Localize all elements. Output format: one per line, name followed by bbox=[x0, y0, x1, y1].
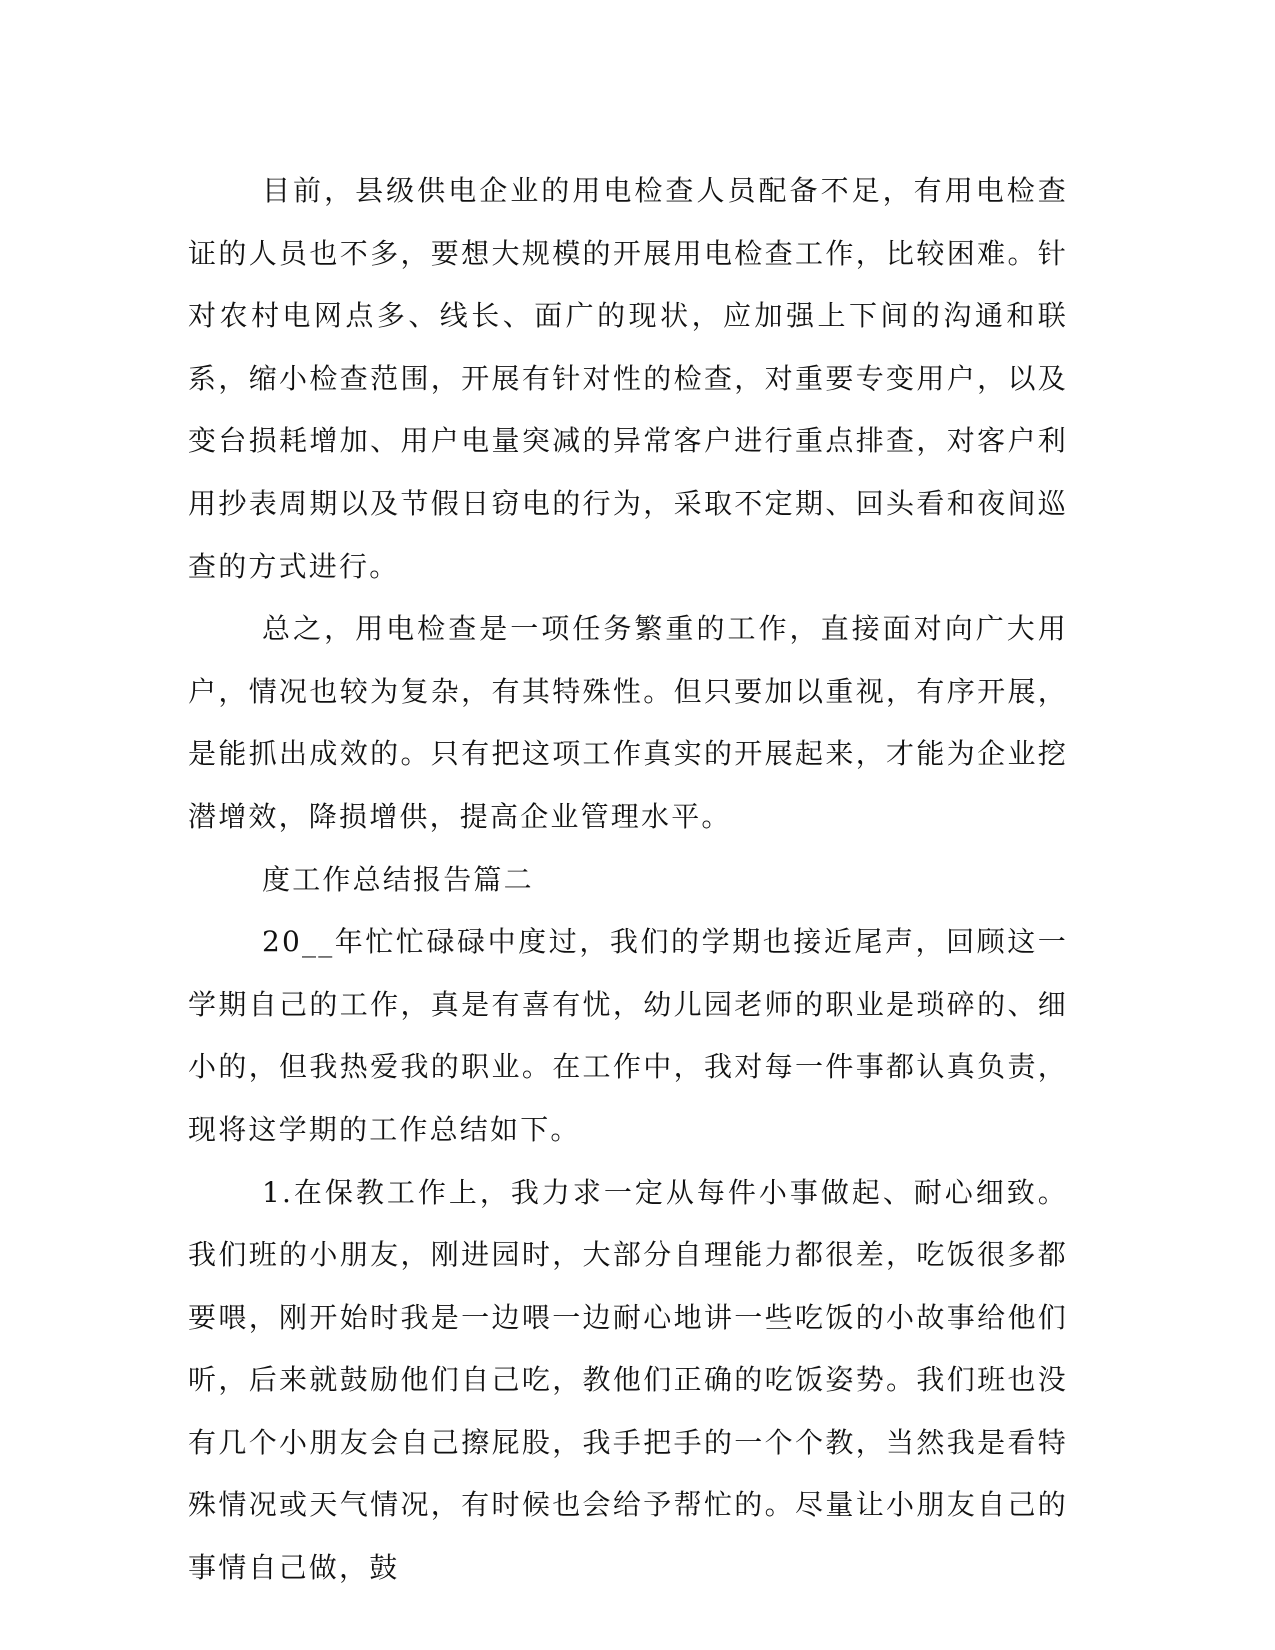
paragraph-care-and-education: 1.在保教工作上，我力求一定从每件小事做起、耐心细致。我们班的小朋友，刚进园时，大部分自理能力都很差，吃饭很多都要喂，刚开始时我是一边喂一边耐心地讲一些吃饭的小故事给他们听，后来就鼓励他们自己吃，教他们正确的吃饭姿势。我们班也没有几个小朋友会自己擦屁股，我手把手的一个个教，当然我是看特殊情况或天气情况，有时候也会给予帮忙的。尽量让小朋友自己的事情自己做，鼓 bbox=[188, 1175, 1068, 1585]
document-page bbox=[188, 160, 1068, 1600]
paragraph-conclusion: 总之，用电检查是一项任务繁重的工作，直接面对向广大用户，情况也较为复杂，有其特殊性。但只要加以重视，有序开展，是能抓出成效的。只有把这项工作真实的开展起来，才能为企业挖潜增效，降损增供，提高企业管理水平。 bbox=[188, 612, 1068, 833]
paragraph-semester-review: 20__年忙忙碌碌中度过，我们的学期也接近尾声，回顾这一学期自己的工作，真是有喜有忧，幼儿园老师的职业是琐碎的、细小的，但我热爱我的职业。在工作中，我对每一件事都认真负责，现将这学期的工作总结如下。 bbox=[188, 925, 1068, 1146]
paragraph-electricity-inspection-staffing: 目前，县级供电企业的用电检查人员配备不足，有用电检查证的人员也不多，要想大规模的开展用电检查工作，比较困难。针对农村电网点多、线长、面广的现状，应加强上下间的沟通和联系，缩小检查范围，开展有针对性的检查，对重要专变用户，以及变台损耗增加、用户电量突减的异常客户进行重点排查，对客户利用抄表周期以及节假日窃电的行为，采取不定期、回头看和夜间巡查的方式进行。 bbox=[188, 174, 1068, 583]
section-heading: 度工作总结报告篇二 bbox=[262, 862, 534, 896]
